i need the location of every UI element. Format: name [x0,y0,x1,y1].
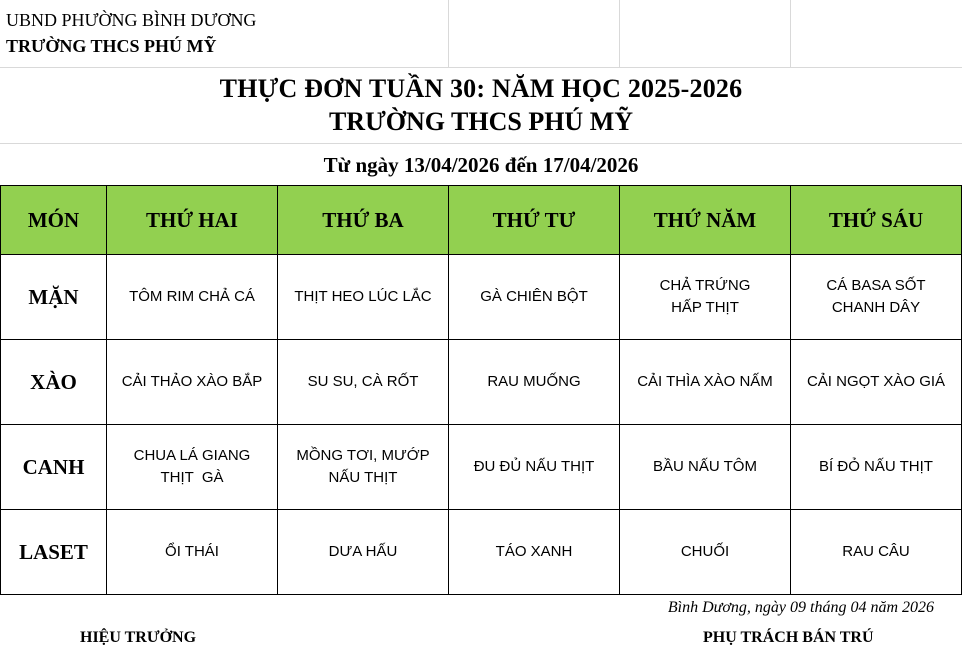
menu-cell [107,510,278,595]
menu-cell [791,510,962,595]
menu-cell [449,510,620,595]
table-row [1,340,962,425]
menu-title: THỰC ĐƠN TUẦN 30: NĂM HỌC 2025-2026 [219,74,743,103]
signature-principal: HIỆU TRƯỞNG [80,629,197,646]
gridline [790,0,791,68]
menu-subtitle: TRƯỜNG THCS PHÚ MỸ [328,107,634,136]
menu-cell [791,255,962,340]
place-date: Bình Dương, ngày 09 tháng 04 năm 2026 [667,599,934,616]
menu-cell [620,340,791,425]
menu-cell [791,425,962,510]
menu-cell-line: ỔI THÁI [165,543,219,560]
menu-cell [449,255,620,340]
menu-cell-line: RAU CÂU [842,543,910,560]
menu-cell-line: GÀ CHIÊN BỘT [480,288,588,305]
menu-cell [107,255,278,340]
gridline [619,0,620,68]
menu-cell [620,425,791,510]
menu-cell-line: DƯA HẤU [328,543,398,560]
menu-cell-line: BÍ ĐỎ NẤU THỊT [819,458,933,475]
menu-cell-line: THỊT HEO LÚC LẮC [294,288,432,305]
menu-cell-line: MỒNG TƠI, MƯỚP [296,447,430,464]
row-label: MẶN [1,255,107,340]
menu-cell [449,340,620,425]
menu-cell-line: CÁ BASA SỐT [826,277,926,294]
menu-cell [791,340,962,425]
org-line: UBND PHƯỜNG BÌNH DƯƠNG [6,10,257,30]
menu-cell-line: SU SU, CÀ RỐT [307,373,419,390]
menu-cell-line: HẤP THỊT [671,299,739,316]
column-header: THỨ HAI [107,186,278,255]
column-header: THỨ SÁU [791,186,962,255]
column-header: THỨ BA [278,186,449,255]
menu-cell-line: TÁO XANH [495,543,573,560]
menu-cell-line: CHUỐI [680,543,730,560]
column-header: THỨ NĂM [620,186,791,255]
gridline [0,67,962,68]
menu-cell [449,425,620,510]
menu-cell-line: RAU MUỐNG [487,373,581,390]
row-label: LASET [1,510,107,595]
gridline [448,0,449,68]
menu-cell [278,255,449,340]
signature-boarding-supervisor: PHỤ TRÁCH BÁN TRÚ [703,629,874,646]
date-range: Từ ngày 13/04/2026 đến 17/04/2026 [323,153,639,177]
table-header-row [1,186,962,255]
menu-cell [107,425,278,510]
row-label: XÀO [1,340,107,425]
menu-table [0,185,962,595]
menu-cell-line: TÔM RIM CHẢ CÁ [129,288,255,305]
menu-cell-line: BẦU NẤU TÔM [653,458,757,475]
menu-cell-line: CẢI NGỌT XÀO GIÁ [806,373,946,390]
menu-cell-line: NẤU THỊT [328,469,398,486]
menu-cell [620,255,791,340]
table-row [1,425,962,510]
menu-cell-line: CHẢ TRỨNG [659,277,751,294]
column-header: THỨ TƯ [449,186,620,255]
menu-cell-line: CẢI THẢO XÀO BẮP [121,373,263,390]
menu-cell-line: ĐU ĐỦ NẤU THỊT [473,458,595,475]
menu-cell-line: CHANH DÂY [831,299,921,316]
menu-cell [620,510,791,595]
menu-cell-line: THỊT GÀ [160,469,224,486]
table-row [1,255,962,340]
menu-cell [278,340,449,425]
menu-cell [278,510,449,595]
menu-cell-line: CHUA LÁ GIANG [133,447,251,464]
menu-cell [107,340,278,425]
row-label: CANH [1,425,107,510]
gridline [0,143,962,144]
school-line: TRƯỜNG THCS PHÚ MỸ [6,36,217,56]
menu-cell-line: CẢI THÌA XÀO NẤM [637,373,773,390]
column-header: MÓN [1,186,107,255]
table-row [1,510,962,595]
menu-cell [278,425,449,510]
